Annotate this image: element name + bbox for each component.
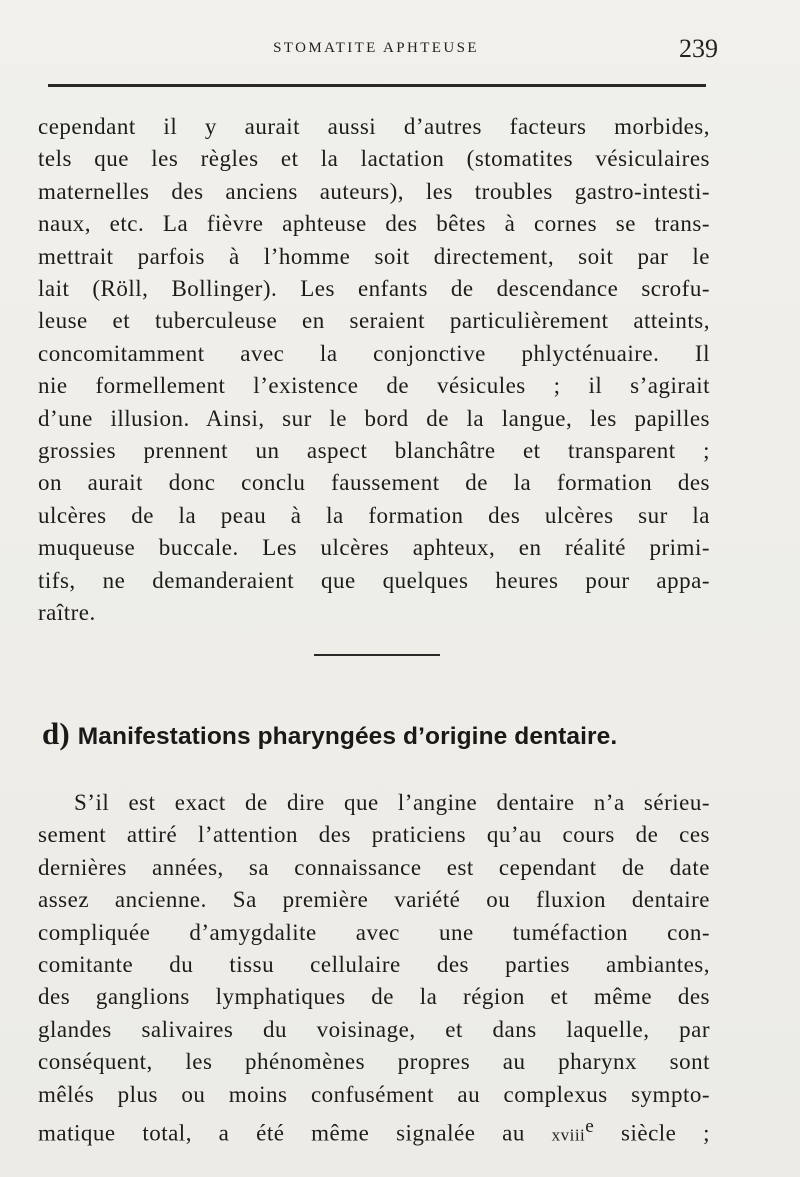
section-title: Manifestations pharyngées d’origine dentaire. bbox=[77, 723, 618, 750]
text-line: mettrait parfois à l’homme soit directement, soit par le bbox=[38, 243, 710, 269]
text-line: grossies prennent un aspect blanchâtre et transparent ; bbox=[38, 438, 710, 464]
text-line: comitante du tissu cellulaire des parties ambiantes, bbox=[38, 952, 710, 978]
section-letter: d) bbox=[42, 716, 70, 751]
text-line: nie formellement l’existence de vésicules ; il s’agirait bbox=[38, 373, 710, 399]
running-head bbox=[40, 34, 718, 68]
text-line: des ganglions lymphatiques de la région et même des bbox=[38, 984, 710, 1010]
text-line: maternelles des anciens auteurs), les troubles gastro-intesti- bbox=[38, 178, 710, 204]
text-line: dernières années, sa connaissance est cependant de date bbox=[38, 854, 710, 880]
section-separator-rule bbox=[314, 654, 440, 656]
text-line: naux, etc. La fièvre aphteuse des bêtes à cornes se trans- bbox=[38, 211, 710, 237]
century-smallcaps: xviii bbox=[551, 1125, 586, 1145]
text-line: tifs, ne demanderaient que quelques heures pour appa- bbox=[38, 567, 710, 593]
text-line: ulcères de la peau à la formation des ulcères sur la bbox=[38, 502, 710, 528]
paragraph-2 bbox=[38, 787, 710, 1152]
text-line: conséquent, les phénomènes propres au pharynx sont bbox=[38, 1049, 710, 1075]
text-line: mêlés plus ou moins confusément au complexus sympto- bbox=[38, 1081, 710, 1107]
century-superscript: e bbox=[585, 1116, 595, 1138]
text-line: glandes salivaires du voisinage, et dans laquelle, par bbox=[38, 1016, 710, 1042]
text-line: cependant il y aurait aussi d’autres facteurs morbides, bbox=[38, 114, 710, 139]
text-line-final bbox=[38, 1111, 710, 1152]
text-line: concomitamment avec la conjonctive phlycténuaire. Il bbox=[38, 340, 710, 366]
text-line-tail: siècle ; bbox=[594, 1120, 711, 1146]
section-heading bbox=[42, 716, 722, 752]
text-line-main: matique total, a été même signalée au bbox=[38, 1120, 525, 1146]
paragraph-1 bbox=[38, 111, 710, 630]
text-line: compliquée d’amygdalite avec une tuméfaction con- bbox=[38, 919, 710, 945]
text-line: on aurait donc conclu faussement de la formation des bbox=[38, 470, 710, 496]
text-line: leuse et tuberculeuse en seraient particulièrement atteints, bbox=[38, 308, 710, 334]
text-line: sement attiré l’attention des praticiens qu’au cours de ces bbox=[38, 822, 710, 848]
text-line: d’une illusion. Ainsi, sur le bord de la langue, les papilles bbox=[38, 405, 710, 431]
text-line: lait (Röll, Bollinger). Les enfants de descendance scrofu- bbox=[38, 276, 710, 302]
text-line: raître. bbox=[38, 600, 96, 626]
running-title: STOMATITE APHTEUSE bbox=[273, 40, 479, 56]
text-line: muqueuse buccale. Les ulcères aphteux, en réalité primi- bbox=[38, 535, 710, 561]
header-rule bbox=[48, 84, 706, 87]
text-line: tels que les règles et la lactation (stomatites vésiculaires bbox=[38, 146, 710, 172]
text-line: S’il est exact de dire que l’angine dentaire n’a sérieu- bbox=[74, 790, 710, 815]
text-line: assez ancienne. Sa première variété ou fluxion dentaire bbox=[38, 887, 710, 913]
page-number: 239 bbox=[679, 34, 718, 63]
